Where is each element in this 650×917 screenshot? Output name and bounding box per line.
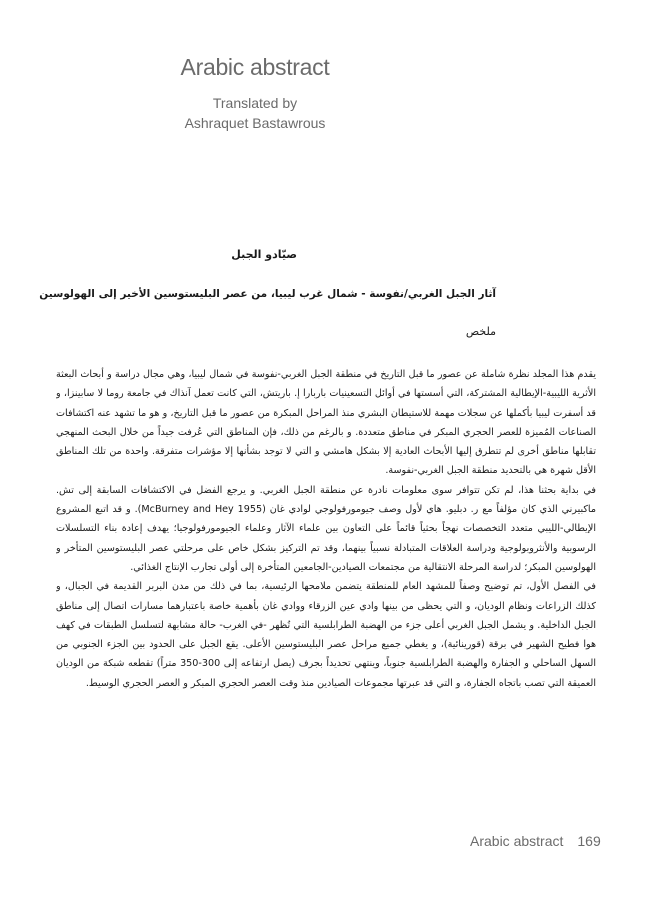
page-title: Arabic abstract bbox=[180, 54, 330, 80]
abstract-body bbox=[56, 365, 596, 825]
page-number: 169 bbox=[577, 833, 601, 849]
abstract-paragraph: في بداية بحثنا هذا، لم تكن تتوافر سوى معلومات نادرة عن منطقة الجبل الغربي. و يرجع الفضل في الاكتشافات السابقة إلى تش. ماكبيرني الذي كان مؤلفاً مع ر. دبليو. هاي لأول وصف جيومورفولوجي لوادي غان (McBurney and Hey 1955). و قد اتبع المشروع الإيطالي-الليبي متعدد التخصصات نهجاً بحثياً قائماً على التعاون بين علماء الآثار وعلماء الجيومورفولوجيا؛ يهدف إعادة بناء التسلسلات الرسوبية والأنثروبولوجية ودراسة العلاقات المتبادلة نسبياً بينهما، وقد تم التركيز بشكل خاص على مرحلتي عصر البليستوسين المتأخر و الهولوسين المبكر؛ لدراسة المرحلة الانتقالية من مجتمعات الصيادين-الجامعين المتأخرة إلى أولى تجارب الإنتاج الغذائي. bbox=[56, 484, 596, 573]
abstract-paragraph: يقدم هذا المجلد نظرة شاملة عن عصور ما قبل التاريخ في منطقة الجبل الغربي-نفوسة في شمال ليبيا، وهي مجال دراسة و أبحاث البعثة الأثرية الليبية-الإيطالية المشتركة، التي أسستها في أوائل التسعينيات باربارا إ. باريتش، التي كانت تعمل آنذاك في جامعة روما لا سابينزا، و قد أسفرت ليبيا بأكملها عن سجلات مهمة للاستيطان البشري منذ المراحل المبكرة من عصور ما قبل التاريخ، و هو ما تشهد عنه اكتشافات الصناعات المُميزة للعصر الحجري المبكر في مناطق متعددة. و بالرغم من ذلك، فإن المناطق التي عُرفت جيداً من خلال البحث المنهجي تقابلها مناطق أخرى لم تتطرق إليها الأبحاث العادية إلا بشكل هامشي و التي لا توجد بشأنها إلا مؤشرات متفرقة. واحدة من تلك المناطق الأقل شهرة هي بالتحديد منطقة الجبل الغربي-نفوسة. bbox=[56, 369, 596, 477]
page-header bbox=[0, 54, 510, 131]
translated-by-label: Translated by bbox=[212, 95, 298, 111]
article-title: آثار الجبل الغربي/نفوسة - شمال غرب ليبيا، من عصر البليستوسين الأخير إلى الهولوسين bbox=[39, 288, 496, 300]
page-footer bbox=[470, 833, 601, 849]
translator-name: Ashraquet Bastawrous bbox=[184, 115, 326, 131]
article-author: صيّادو الجبل bbox=[231, 248, 297, 261]
abstract-heading: ملخص bbox=[465, 325, 496, 338]
running-title: Arabic abstract bbox=[470, 833, 564, 849]
abstract-paragraph: في الفصل الأول، تم توضيح وصفاً للمشهد العام للمنطقة يتضمن ملامحها الرئيسية، بما في ذلك من مدن البربر القديمة في الجبال، و كذلك الزراعات ونظام الوديان، و التي يحظى من بينها وادي عين الزرقاء ووادي غان بأهمية خاصة باعتبارهما مسارات اتصال إلى مناطق الجبل الداخلية. و يشمل الجبل الغربي أعلى جزء من الهضبة الطرابلسية التي تُظهر -في الغرب- حالة مشابهة لتسلسل الطبقات في كهف هوا فطيح الشهير في برقة (قورينائية)، و يغطي جميع مراحل عصر البليستوسين الأعلى. يقع الجبل على الحدود بين الجزء الجنوبي من السهل الساحلي و الجفارة والهضبة الطرابلسية جنوباً، وينتهي تحديداً بجرف (يصل ارتفاعه إلى 300-350 متراً) تقطعه شبكة من الوديان العميقة التي تصب باتجاه الجفارة، و التي قد عبرتها مجموعات الصيادين منذ وقت العصر الحجري المبكر و العصر الحجري الوسيط. bbox=[56, 581, 596, 689]
